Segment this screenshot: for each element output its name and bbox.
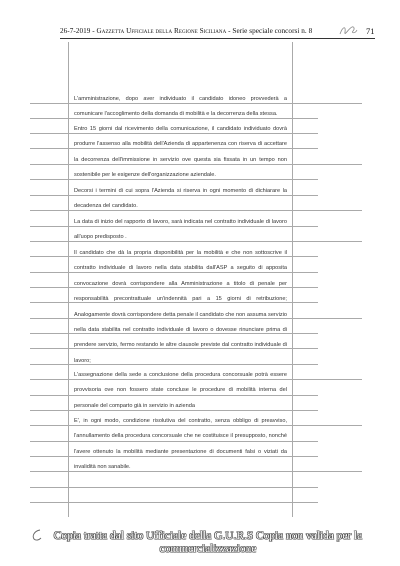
paragraph: Entro 15 giorni dal ricevimento della comunicazione, il candidato individuato dovrà produrre l'assenso alla mobilità dell'Azienda di appartenenza con riserva di accettare la decorrenza dell'immissione in servizio ove questa sia fissata in un tempo non sostenibile per le esigenze dell'organizzazione aziendale. xyxy=(74,126,287,179)
header-series: - Serie speciale concorsi n. 8 xyxy=(226,27,313,35)
paragraph: Il candidato che dà la propria disponibilità per la mobilità e che non sottoscrive il contratto individuale di lavoro nella data stabilita dall'ASP a seguito di apposita convocazione dovrà corrispondere alla Amministrazione a titolo di penale per responsabilità precontrattuale un'indennità pari a 15 giorni di retribuzione; Analogamente dovrà corrispondere detta penale il candidato che non assuma servizio nella data stabilita nel contratto individuale di lavoro o dovesse rinunciare prima di prendere servizio, fermo restando le altre clausole previste dal contratto individuale di lavoro; xyxy=(74,250,287,364)
paragraph: L'amministrazione, dopo aver individuato il candidato idoneo provvederà a comunicare l'accoglimento della domanda di mobilità e la decorrenza della stessa. xyxy=(74,96,287,118)
signature-mark xyxy=(338,24,358,38)
watermark-line-1: Copia tratta dal sito Ufficiale della G.U.R.S Copia non valida per la xyxy=(53,530,363,542)
paragraph: L'assegnazione della sede a conclusione della procedura concorsuale potrà essere provvisoria ove non fossero state concluse le procedure di mobilità interna del personale del comparto già in servizio in azienda xyxy=(74,372,287,409)
header-text xyxy=(60,27,312,35)
watermark-line-2: commercializzazione xyxy=(159,543,257,555)
header-gazette-title: Gazzetta Ufficiale della Regione Siciliana xyxy=(96,27,227,35)
margin-line-left xyxy=(68,42,69,517)
ruled-line-margin xyxy=(292,379,362,380)
header-separator: - xyxy=(90,27,97,35)
paragraph: La data di inizio del rapporto di lavoro, sarà indicata nel contratto individuale di lavoro all'uopo predisposto . xyxy=(74,219,287,241)
header-date: 26-7-2019 xyxy=(60,27,91,35)
ruled-line-margin xyxy=(292,425,362,426)
copy-watermark xyxy=(48,530,368,556)
ruled-line xyxy=(30,487,318,488)
page-number: 71 xyxy=(366,26,375,36)
paragraph: E', in ogni modo, condizione risolutiva del contratto, senza obbligo di preavviso, l'annullamento della procedura concorsuale che ne costituisce il presupposto, nonché l'avere ottenuto la mobilità mediante presentazione di documenti falsi o viziati da invalidità non sanabile. xyxy=(74,418,287,471)
ruled-line-margin xyxy=(292,241,362,242)
margin-line-right xyxy=(292,42,293,517)
ruled-line-margin xyxy=(292,164,362,165)
page-header xyxy=(0,0,400,40)
paragraph: Decorsi i termini di cui sopra l'Azienda si riserva in ogni momento di dichiarare la decadenza del candidato. xyxy=(74,188,287,210)
ruled-line-margin xyxy=(292,103,362,104)
ruled-line xyxy=(30,502,318,503)
ruled-line-margin xyxy=(292,318,362,319)
curl-mark xyxy=(30,528,44,542)
header-rule xyxy=(60,38,375,39)
ruled-line-margin xyxy=(292,210,362,211)
ruled-line-margin xyxy=(292,471,362,472)
